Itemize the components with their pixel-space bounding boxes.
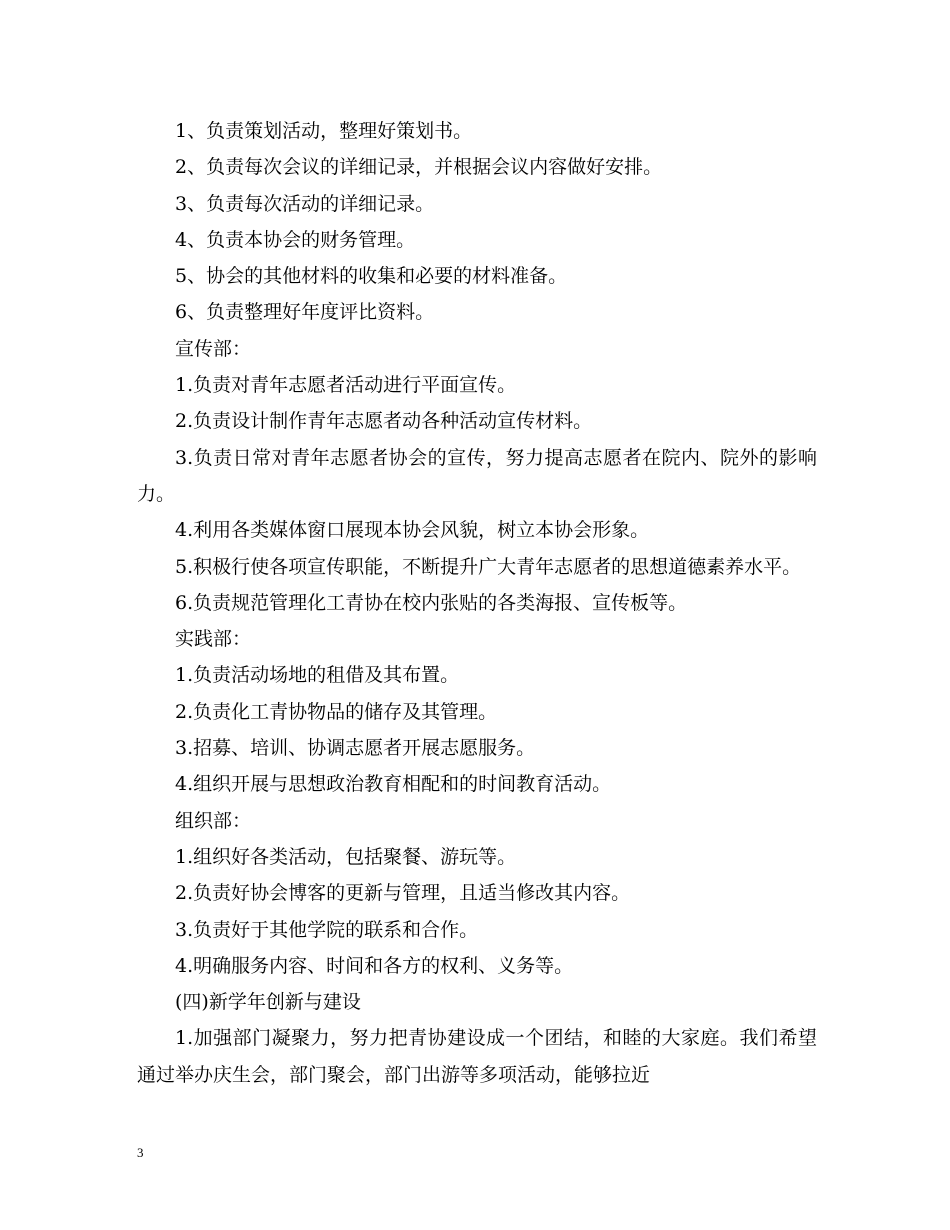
paragraph: 1.加强部门凝聚力，努力把青协建设成一个团结，和睦的大家庭。我们希望通过举办庆生会，部门聚会，部门出游等多项活动，能够拉近 [137,1027,817,1086]
section-heading: 实践部： [175,628,252,651]
paragraph: 4.利用各类媒体窗口展现本协会风貌，树立本协会形象。 [175,519,650,542]
paragraph: 3、负责每次活动的详细记录。 [175,192,435,215]
section-heading: 组织部： [175,809,252,832]
paragraph: 1、负责策划活动，整理好策划书。 [175,120,473,142]
paragraph: 2.负责化工青协物品的储存及其管理。 [175,700,498,723]
paragraph: 1.负责活动场地的租借及其布置。 [175,664,460,687]
paragraph: 5、协会的其他材料的收集和必要的材料准备。 [175,265,568,288]
paragraph: 1.组织好各类活动，包括聚餐、游玩等。 [175,845,517,868]
document-body [137,113,817,1093]
paragraph: 3.负责好于其他学院的联系和合作。 [175,918,479,941]
section-heading: (四)新学年创新与建设 [175,991,361,1014]
paragraph: 1.负责对青年志愿者活动进行平面宣传。 [175,374,517,397]
section-heading: 宣传部： [175,337,252,360]
paragraph: 4.明确服务内容、时间和各方的权利、义务等。 [175,954,574,977]
paragraph: 3.招募、培训、协调志愿者开展志愿服务。 [175,737,536,760]
paragraph: 2、负责每次会议的详细记录，并根据会议内容做好安排。 [175,156,663,179]
paragraph: 6、负责整理好年度评比资料。 [175,301,435,324]
paragraph: 5.积极行使各项宣传职能，不断提升广大青年志愿者的思想道德素养水平。 [175,555,802,578]
paragraph: 2.负责好协会博客的更新与管理，且适当修改其内容。 [175,882,631,905]
paragraph: 4.组织开展与思想政治教育相配和的时间教育活动。 [175,773,612,796]
page-number: 3 [137,1145,144,1160]
paragraph: 4、负责本协会的财务管理。 [175,228,416,251]
paragraph: 2.负责设计制作青年志愿者动各种活动宣传材料。 [175,410,593,433]
paragraph: 6.负责规范管理化工青协在校内张贴的各类海报、宣传板等。 [175,591,688,614]
paragraph: 3.负责日常对青年志愿者协会的宣传，努力提高志愿者在院内、院外的影响力。 [137,446,817,505]
